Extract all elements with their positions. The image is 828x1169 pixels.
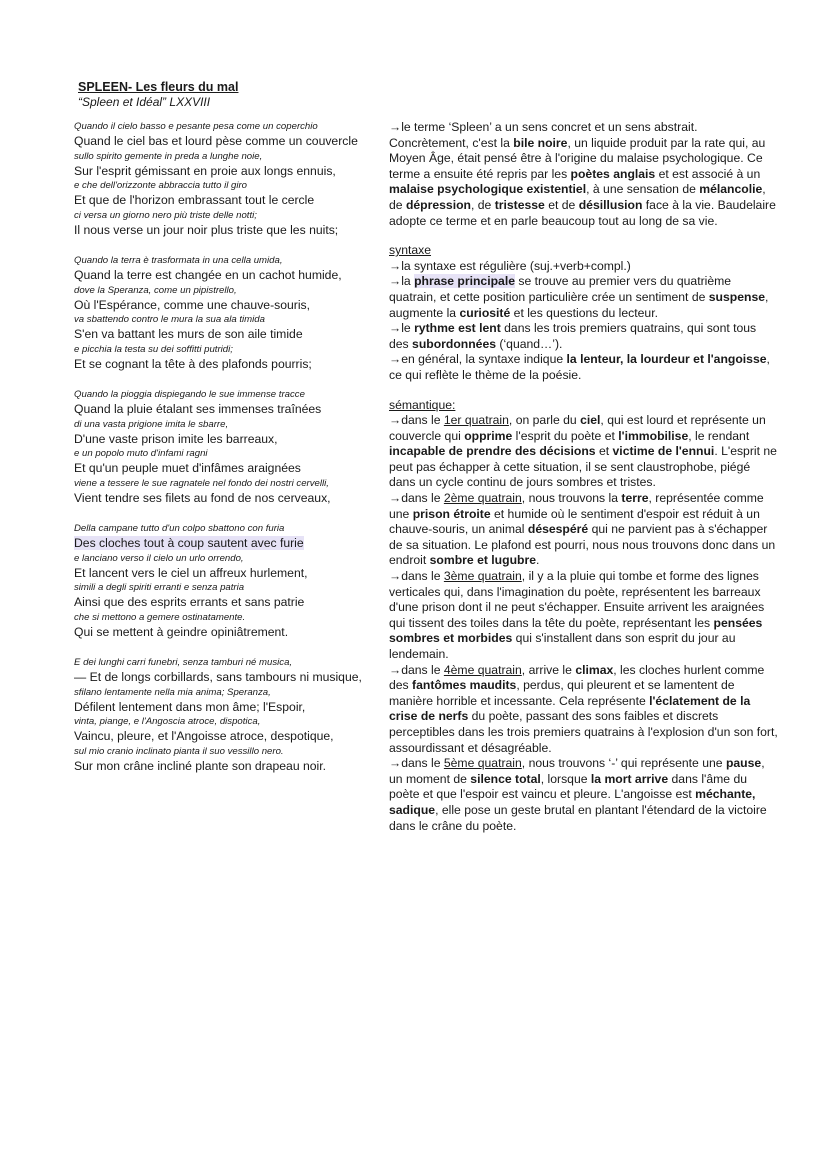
emphasis-text: silence total — [470, 771, 541, 786]
french-line: Quand la terre est changée en un cachot humide, — [74, 268, 342, 282]
quatrain-ref: 3ème quatrain — [443, 569, 522, 584]
quatrain-ref: 1er quatrain — [443, 413, 509, 428]
french-line: S'en va battant les murs de son aile timide — [74, 327, 303, 341]
italian-line: di una vasta prigione imita le sbarre, — [74, 418, 229, 430]
emphasis-text: pause — [725, 756, 762, 771]
french-line: Quand le ciel bas et lourd pèse comme un couvercle — [74, 134, 358, 148]
syntaxe-heading: syntaxe — [389, 243, 432, 258]
text-run: , on parle du — [508, 413, 581, 428]
text-run: , de — [389, 182, 766, 212]
stanza — [74, 388, 374, 506]
emphasis-text: opprime — [464, 428, 513, 443]
semantique-section — [389, 398, 779, 835]
italian-line: Quando la terra è trasformata in una cella umida, — [74, 255, 283, 266]
header — [78, 79, 238, 110]
highlighted-line: Des cloches tout à coup sautent avec furie — [74, 536, 304, 550]
text-run: →dans le — [389, 569, 444, 584]
emphasis-text: l'éclatement de la crise de nerfs — [389, 693, 751, 724]
italian-line: e un popolo muto d'infami ragni — [74, 448, 208, 459]
text-run: . — [535, 553, 540, 568]
italian-line: sullo spirito gemente in preda a lunghe noie, — [74, 150, 263, 162]
emphasis-text: prison étroite — [412, 506, 491, 521]
italian-line: vinta, piange, e l'Angoscia atroce, dispotica, — [74, 716, 261, 727]
text-run: l'esprit du poète et — [512, 428, 619, 443]
text-run: →la — [389, 274, 415, 289]
text-run: , nous trouvons ‘-’ qui représente une — [521, 756, 726, 771]
intro-section — [389, 120, 779, 229]
text-run: du poète, passant des sons faibles et discrets perceptibles dans les trois premiers quatrains à l'explosion d'un son fort, assourdissant et désagréable. — [389, 709, 778, 755]
french-line: Où l'Espérance, comme une chauve-souris, — [74, 297, 311, 312]
french-line: Défilent lentement dans mon âme; l'Espoir, — [74, 699, 306, 714]
french-line: Il nous verse un jour noir plus triste que les nuits; — [74, 222, 339, 237]
emphasis-text: climax — [575, 662, 614, 677]
text-run: , un liquide produit par la rate qui, au Moyen Âge, était pensé être à l'origine du malaise psychologique. Ce terme a ensuite été repris par les — [389, 135, 766, 181]
emphasis-text: dépression — [405, 197, 471, 212]
emphasis-text: sombre et lugubre — [429, 553, 536, 568]
text-run: , de — [470, 197, 495, 212]
text-run: qui ne parvient pas à s'échapper de sa situation. Le plafond est pourri, nous nous trouvons donc dans un endroit — [389, 522, 776, 568]
italian-line: e lanciano verso il cielo un urlo orrendo, — [74, 552, 244, 564]
italian-line: E dei lunghi carri funebri, senza tamburi né musica, — [74, 657, 293, 668]
italian-line: Della campane tutto d'un colpo sbattono con furia — [74, 523, 285, 534]
emphasis-text: poètes anglais — [570, 166, 656, 181]
highlighted-text: phrase principale — [414, 274, 515, 289]
emphasis-text: pensées sombres et morbides — [389, 615, 763, 646]
text-run: , lorsque — [540, 771, 591, 786]
emphasis-text: incapable de prendre des décisions — [389, 444, 596, 459]
french-line: Sur mon crâne incliné plante son drapeau noir. — [74, 758, 327, 773]
text-run: et humide où le sentiment d'espoir est réduit à un chauve-souris, un animal — [389, 506, 760, 537]
semantique-point — [389, 756, 779, 834]
french-line: D'une vaste prison imite les barreaux, — [74, 431, 278, 446]
semantique-point — [389, 663, 779, 757]
text-run: , elle pose un geste brutal en plantant l'étendard de la victoire dans le crâne du poète. — [389, 802, 767, 833]
text-run: →dans le — [389, 662, 444, 677]
quatrain-ref: 2ème quatrain — [443, 491, 522, 506]
text-run: , un moment de — [389, 756, 765, 786]
syntaxe-point — [389, 259, 779, 275]
text-run: →dans le — [389, 756, 444, 771]
text-run: face à la vie. Baudelaire adopte ce terme et en parle beaucoup tout au long de sa vie. — [389, 197, 776, 228]
text-run: , les cloches hurlent comme des — [389, 662, 765, 693]
french-line: Et lancent vers le ciel un affreux hurlement, — [74, 565, 308, 580]
quatrain-ref: 5ème quatrain — [443, 756, 522, 771]
emphasis-text: désillusion — [578, 197, 643, 212]
italian-line: e che dell'orizzonte abbraccia tutto il giro — [74, 180, 248, 191]
stanza — [74, 522, 374, 640]
french-line — [74, 536, 374, 552]
emphasis-text: bile noire — [513, 135, 568, 150]
text-run: et est associé à un — [655, 166, 761, 181]
italian-line: sfilano lentamente nella mia anima; Speranza, — [74, 686, 271, 698]
stanza — [74, 656, 374, 774]
emphasis-text: victime de l'ennui — [612, 444, 715, 459]
semantique-point — [389, 491, 779, 569]
text-run: , ce qui reflète le thème de la poésie. — [389, 352, 770, 382]
italian-line: Quando la pioggia dispiegando le sue immense tracce — [74, 389, 305, 400]
text-run: →le — [389, 321, 415, 336]
stanza — [74, 254, 374, 372]
text-run: , représentée comme une — [389, 491, 764, 521]
text-run: →le terme ‘Spleen’ a un sens concret et un sens abstrait. Concrètement, c'est la — [389, 120, 698, 150]
emphasis-text: subordonnées — [412, 336, 497, 351]
text-run: et les questions du lecteur. — [510, 305, 658, 320]
semantique-heading: sémantique: — [389, 397, 456, 412]
italian-line: Quando il cielo basso e pesante pesa come un coperchio — [74, 121, 318, 132]
text-run: , le rendant — [688, 428, 750, 443]
emphasis-text: terre — [621, 491, 649, 506]
syntaxe-section — [389, 243, 779, 383]
page-title: SPLEEN- Les fleurs du mal — [78, 80, 239, 94]
emphasis-text: tristesse — [494, 197, 545, 212]
emphasis-text: curiosité — [459, 305, 511, 320]
italian-line: sul mio cranio inclinato pianta il suo vessillo nero. — [74, 745, 284, 757]
text-run: →dans le — [389, 491, 444, 506]
text-run: , il y a la pluie qui tombe et forme des lignes verticales qui, dans l'imagination du poète, représentent les barreaux d'une prison dont il ne peut s'échapper. Ensuite arrivent les araignées qui tissent des toiles dans la tête du poète, représentant les — [389, 569, 765, 630]
text-run: , augmente la — [389, 289, 769, 320]
text-run: . L'esprit ne peut pas échapper à cette situation, il se sent claustrophobe, piégé dans un cycle continu de jours sombres et tristes. — [389, 444, 777, 490]
text-run: , à une sensation de — [586, 182, 700, 197]
syntaxe-point — [389, 352, 779, 383]
french-line: Ainsi que des esprits errants et sans patrie — [74, 595, 305, 609]
text-run: →dans le — [389, 413, 444, 428]
semantique-point — [389, 569, 779, 663]
text-run: qui s'installent dans son esprit du jour au lendemain. — [389, 631, 736, 661]
poem-column — [74, 120, 374, 790]
emphasis-text: ciel — [580, 413, 601, 428]
italian-line: viene a tessere le sue ragnatele nel fondo dei nostri cervelli, — [74, 477, 329, 489]
text-run: et de — [544, 197, 579, 212]
emphasis-text: la mort arrive — [590, 771, 669, 786]
stanza — [74, 120, 374, 238]
emphasis-text: désespéré — [527, 522, 589, 537]
analysis-column — [389, 120, 779, 848]
emphasis-text: fantômes maudits — [412, 678, 517, 693]
french-line: Et se cognant la tête à des plafonds pourris; — [74, 356, 312, 371]
french-line: Vaincu, pleure, et l'Angoisse atroce, despotique, — [74, 729, 334, 743]
syntaxe-point — [389, 274, 779, 321]
french-line: — Et de longs corbillards, sans tambours ni musique, — [74, 670, 362, 684]
french-line: Et qu'un peuple muet d'infâmes araignées — [74, 461, 301, 475]
text-run: et — [595, 444, 613, 459]
emphasis-text: suspense — [708, 289, 766, 304]
text-run: →en général, la syntaxe indique — [389, 352, 567, 367]
french-line: Quand la pluie étalant ses immenses traînées — [74, 402, 322, 416]
emphasis-text: mélancolie — [699, 182, 763, 197]
french-line: Vient tendre ses filets au fond de nos cerveaux, — [74, 490, 331, 505]
text-run: dans l'âme du poète et que l'espoir est vaincu et pleure. L'angoisse est — [389, 771, 748, 802]
emphasis-text: rythme est lent — [414, 321, 501, 336]
semantique-point — [389, 413, 779, 491]
emphasis-text: l'immobilise — [618, 428, 689, 443]
french-line: Et que de l'horizon embrassant tout le cercle — [74, 193, 315, 207]
italian-line: che si mettono a gemere ostinatamente. — [74, 611, 246, 623]
syntaxe-point — [389, 321, 779, 352]
italian-line: simili a degli spiriti erranti e senza patria — [74, 582, 245, 593]
text-run: dans les trois premiers quatrains, qui sont tous des — [389, 321, 757, 351]
emphasis-text: méchante, sadique — [389, 787, 756, 817]
text-run: , perdus, qui pleurent et se lamentent de manière horrible et incessante. Cela représente — [389, 678, 735, 708]
emphasis-text: malaise psychologique existentiel — [389, 182, 587, 197]
text-run: (‘quand…’). — [496, 336, 563, 351]
italian-line: dove la Speranza, come un pipistrello, — [74, 284, 237, 296]
french-line: Sur l'esprit gémissant en proie aux longs ennuis, — [74, 163, 336, 178]
text-run: se trouve au premier vers du quatrième quatrain, et cette position particulière crée un sentiment de — [389, 274, 732, 304]
intro-paragraph — [389, 120, 779, 229]
page-subtitle: “Spleen et Idéal” LXXVIII — [78, 95, 211, 109]
italian-line: ci versa un giorno nero più triste delle notti; — [74, 209, 257, 221]
text-run: , nous trouvons la — [521, 491, 622, 506]
italian-line: va sbattendo contro le mura la sua ala timida — [74, 314, 265, 325]
quatrain-ref: 4ème quatrain — [443, 662, 522, 677]
emphasis-text: la lenteur, la lourdeur et l'angoisse — [566, 352, 767, 367]
text-run: →la syntaxe est régulière (suj.+verb+compl.) — [389, 258, 631, 273]
text-run: , qui est lourd et représente un couvercle qui — [389, 413, 766, 443]
french-line: Qui se mettent à geindre opiniâtrement. — [74, 624, 289, 639]
italian-line: e picchia la testa su dei soffitti putridi; — [74, 343, 233, 355]
text-run: , arrive le — [521, 662, 576, 677]
